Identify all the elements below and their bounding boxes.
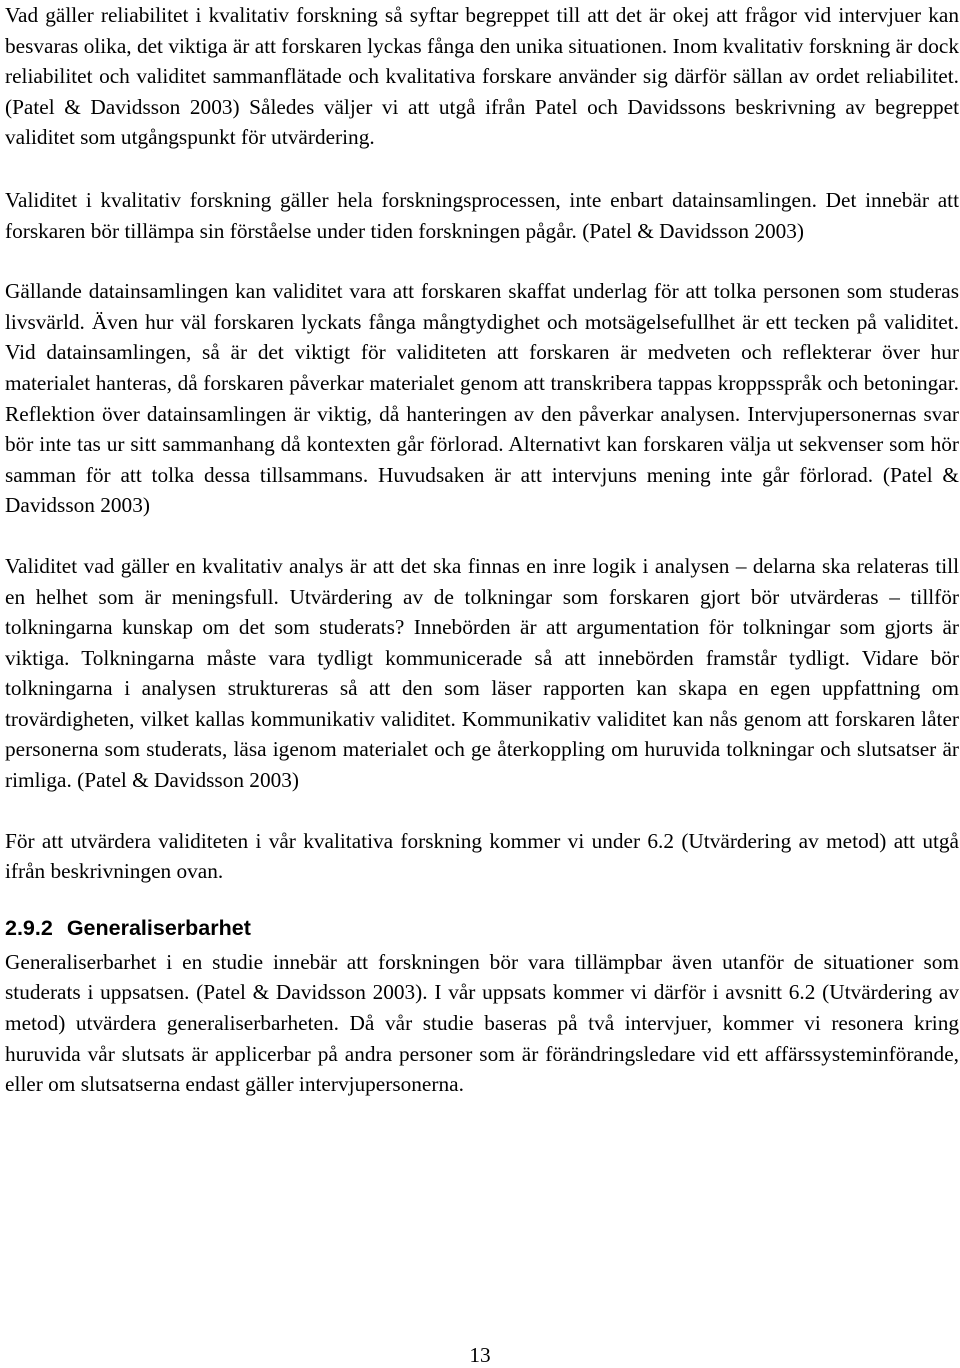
document-page: [5, 0, 959, 1130]
section-title: Generaliserbarhet: [66, 915, 251, 940]
page-number: 13: [469, 1343, 491, 1367]
paragraph-evaluation-plan: För att utvärdera validiteten i vår kvalitativa forskning kommer vi under 6.2 (Utvärdering av metod) att utgå ifrån beskrivningen ovan.: [5, 828, 959, 884]
paragraph-analysis-validity: Validitet vad gäller en kvalitativ analys är att det ska finnas en inre logik i analysen – delarna ska relateras till en helhet som är meningsfull. Utvärdering av de tolkningar som forskaren gjort bör utvärderas – tillför tolkningarna kunskap om det som studerats? Innebörden är att argumentation för tolkningar som gjorts är viktiga. Tolkningarna måste vara tydligt kommunicerade så att innebörden framstår tydligt. Vidare bör tolkningarna i analysen struktureras så att den som läser rapporten kan skapa en egen uppfattning om trovärdigheten, vilket kallas kommunikativ validitet. Kommunikativ validitet kan nås genom att forskaren låter personerna som studerats, läsa igenom materialet och ge återkoppling om huruvida tolkningar och slutsatser är rimliga. (Patel & Davidsson 2003): [5, 553, 959, 793]
paragraph-validity-process: Validitet i kvalitativ forskning gäller hela forskningsprocessen, inte enbart datainsamlingen. Det innebär att forskaren bör tillämpa sin förståelse under tiden forskningen pågår. (Patel & Davidsson 2003): [5, 187, 959, 243]
paragraph-reliability: Vad gäller reliabilitet i kvalitativ forskning så syftar begreppet till att det är okej att frågor vid intervjuer kan besvaras olika, det viktiga är att forskaren lyckas fånga den unika situationen. Inom kvalitativ forskning är dock reliabilitet och validitet sammanflätade och kvalitativa forskare använder sig därför sällan av ordet reliabilitet. (Patel & Davidsson 2003) Således väljer vi att utgå ifrån Patel och Davidssons beskrivning av begreppet validitet som utgångspunkt för utvärdering.: [5, 3, 959, 150]
section-heading: [5, 913, 959, 943]
paragraph-data-collection: Gällande datainsamlingen kan validitet vara att forskaren skaffat underlag för att tolka personen som studeras livsvärld. Även hur väl forskaren lyckats fånga mångtydighet och motsägelsefullhet är ett tecken på validitet. Vid datainsamlingen, så är det viktigt för validiteten att forskaren är medveten och reflekterar över hur materialet hanteras, då forskaren påverkar materialet genom att transkribera tappas kroppsspråk och betoningar. Reflektion över datainsamlingen är viktig, då hanteringen av den påverkar analysen. Intervjupersonernas svar bör inte tas ur sitt sammanhang då kontexten går förlorad. Alternativt kan forskaren välja ut sekvenser som hör samman för att tolka dessa tillsammans. Huvudsaken är att intervjuns mening inte går förlorad. (Patel & Davidsson 2003): [5, 279, 959, 518]
paragraph-generalizability: Generaliserbarhet i en studie innebär att forskningen bör vara tillämpbar även utanför de situationer som studerats i uppsatsen. (Patel & Davidsson 2003). I vår uppsats kommer vi därför i avsnitt 6.2 (Utvärdering av metod) utvärdera generaliserbarheten. Då vår studie baseras på två intervjuer, kommer vi resonera kring huruvida vår slutsats är applicerbar på andra personer som är förändringsledare vid ett affärssysteminförande, eller om slutsatserna endast gäller intervjupersonerna.: [5, 949, 959, 1097]
section-number: 2.9.2: [5, 915, 53, 940]
